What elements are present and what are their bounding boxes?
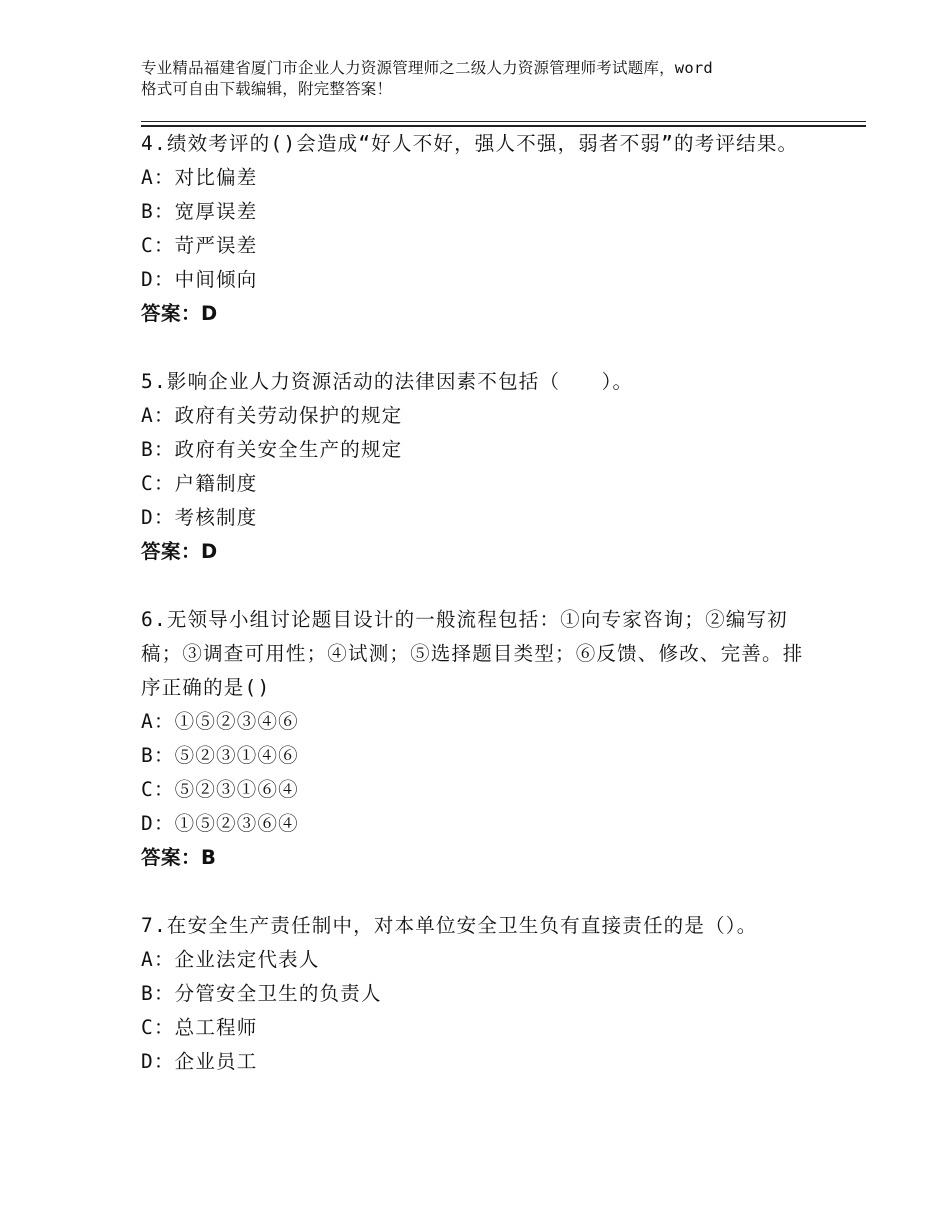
question-5: [141, 365, 821, 569]
question-stem: 6.无领导小组讨论题目设计的一般流程包括：①向专家咨询；②编写初稿；③调查可用性；④试测；⑤选择题目类型；⑥反馈、修改、完善。排序正确的是(): [141, 608, 804, 699]
option-b: B：宽厚误差: [141, 200, 258, 223]
option-c: C：⑤②③①⑥④: [141, 778, 299, 801]
option-a: A：企业法定代表人: [141, 948, 320, 971]
question-4: [141, 127, 821, 331]
answer: 答案：D: [141, 540, 218, 563]
question-list: [141, 127, 821, 1113]
option-b: B：⑤②③①④⑥: [141, 744, 299, 767]
question-7: [141, 909, 821, 1079]
option-a: A：对比偏差: [141, 166, 258, 189]
option-d: D：①⑤②③⑥④: [141, 812, 299, 835]
option-b: B：政府有关安全生产的规定: [141, 438, 403, 461]
document-header: [141, 58, 841, 100]
header-line-1: 专业精品福建省厦门市企业人力资源管理师之二级人力资源管理师考试题库，word: [141, 59, 713, 77]
option-d: D：考核制度: [141, 506, 258, 529]
option-c: C：户籍制度: [141, 472, 258, 495]
option-d: D：企业员工: [141, 1050, 258, 1073]
option-a: A：政府有关劳动保护的规定: [141, 404, 403, 427]
option-c: C：总工程师: [141, 1016, 258, 1039]
header-divider-thin: [141, 121, 866, 122]
option-a: A：①⑤②③④⑥: [141, 710, 299, 733]
option-b: B：分管安全卫生的负责人: [141, 982, 382, 1005]
question-6: [141, 603, 821, 875]
question-stem: 4.绩效考评的()会造成“好人不好，强人不强，弱者不弱”的考评结果。: [141, 132, 799, 155]
question-stem: 5.影响企业人力资源活动的法律因素不包括（ ）。: [141, 370, 634, 393]
question-stem: 7.在安全生产责任制中，对本单位安全卫生负有直接责任的是（）。: [141, 914, 758, 937]
answer: 答案：D: [141, 302, 218, 325]
header-line-2: 格式可自由下载编辑，附完整答案！: [141, 80, 393, 98]
answer: 答案：B: [141, 846, 217, 869]
option-c: C：苛严误差: [141, 234, 258, 257]
option-d: D：中间倾向: [141, 268, 258, 291]
